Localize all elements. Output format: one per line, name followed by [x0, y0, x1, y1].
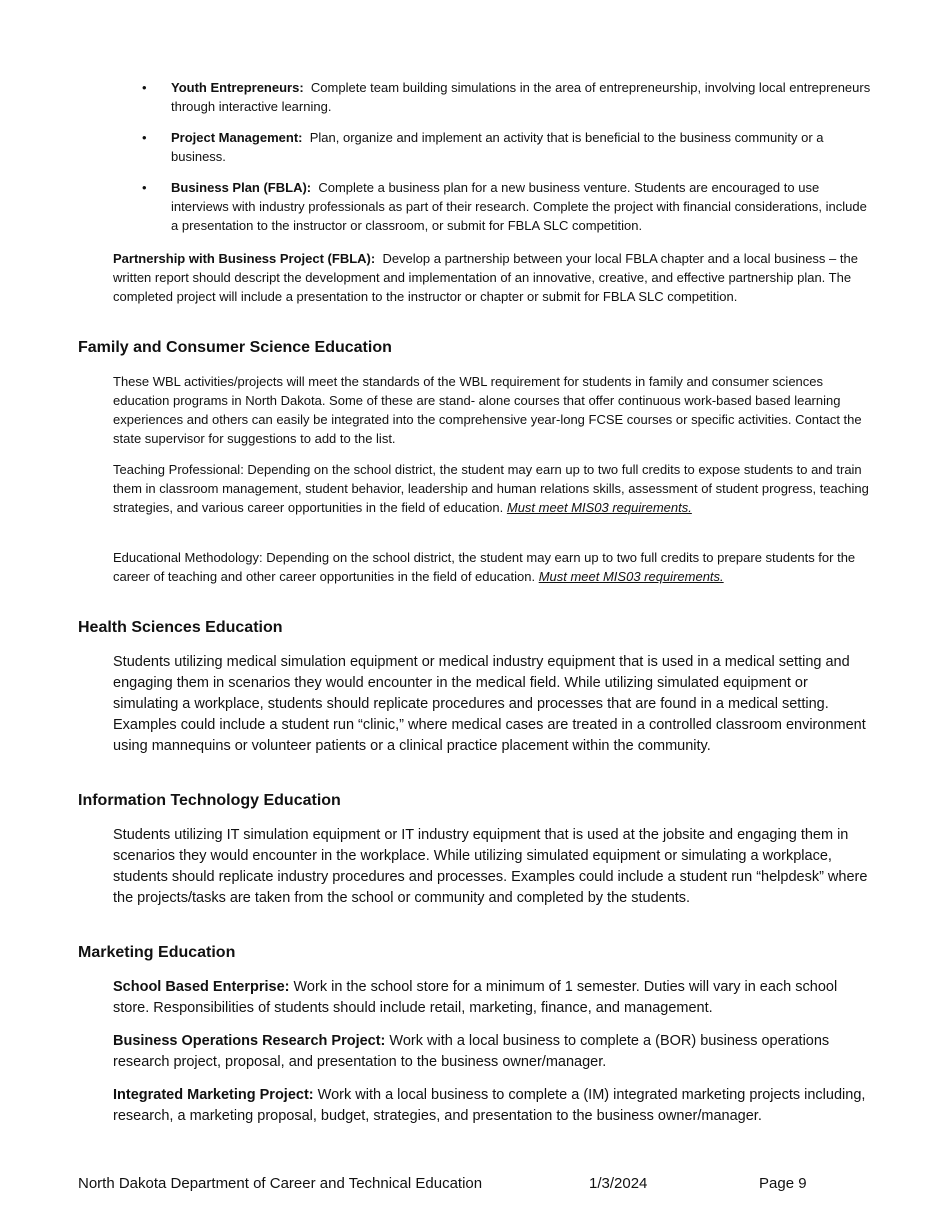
- it-paragraph: Students utilizing IT simulation equipment or IT industry equipment that is used at the jobsite and engaging them in scenarios they would encounter in the workplace. While utilizing simulated equipment or simulating a workplace, students should replicate industry procedures and processes. Examples could include a student run “helpdesk” where the projects/tasks are taken from the school or community and completed by the students.: [113, 827, 868, 906]
- item-title: Youth Entrepreneurs:: [171, 80, 304, 95]
- marketing-item-sbe: [113, 977, 875, 1019]
- item-text: Complete team building simulations in the area of entrepreneurship, involving local entrepreneurs through interactive learning.: [171, 80, 871, 114]
- item-text: Work in the school store for a minimum of 1 semester. Duties will vary in each school store. Responsibilities of students should include retail, marketing, finance, and management.: [113, 979, 838, 1016]
- partnership-paragraph: [113, 249, 875, 306]
- footer-date: 1/3/2024: [589, 1175, 648, 1192]
- bullet-icon: •: [142, 130, 147, 145]
- fcs-heading: Family and Consumer Science Education: [78, 339, 392, 356]
- item-text: Plan, organize and implement an activity that is beneficial to the business community or a business.: [171, 130, 824, 164]
- list-item: [140, 178, 875, 235]
- item-title: Project Management:: [171, 130, 303, 145]
- item-title: School Based Enterprise:: [113, 979, 290, 995]
- item-title: Business Plan (FBLA):: [171, 180, 312, 195]
- marketing-item-bor: [113, 1031, 875, 1073]
- teaching-professional-paragraph: [113, 460, 875, 517]
- list-item: [140, 128, 875, 166]
- item-text: Work with a local business to complete a (BOR) business operations research project, proposal, and presentation to the business owner/manager.: [113, 1033, 830, 1070]
- teaching-requirement: Must meet MIS03 requirements.: [506, 500, 692, 515]
- method-requirement: Must meet MIS03 requirements.: [538, 569, 724, 584]
- health-heading: Health Sciences Education: [78, 619, 283, 636]
- partnership-text: Develop a partnership between your local FBLA chapter and a local business – the written report should descript the development and implementation of an innovative, creative, and effective partnership plan. The completed project will include a presentation to the instructor or chapter or submit for FBLA SLC competition.: [113, 251, 858, 304]
- bullet-icon: •: [142, 80, 147, 95]
- bullet-icon: •: [142, 180, 147, 195]
- health-paragraph: Students utilizing medical simulation equipment or medical industry equipment that is used in a medical setting and engaging them in scenarios they would encounter in the medical field. While utilizing simulated equipment or simulating a workplace, students should replicate procedures and processes that are found in a medical setting. Examples could include a student run “clinic,” where medical cases are treated in a controlled classroom environment using mannequins or volunteer patients or a clinical practice placement within the community.: [113, 654, 866, 754]
- method-text: Educational Methodology: Depending on the school district, the student may earn up to two full credits to prepare students for the career of teaching and other career opportunities in the field of education.: [113, 550, 856, 584]
- it-heading: Information Technology Education: [78, 792, 341, 809]
- bullet-list: [140, 78, 875, 247]
- marketing-item-im: [113, 1085, 875, 1127]
- item-title: Business Operations Research Project:: [113, 1033, 386, 1049]
- item-text: Complete a business plan for a new business venture. Students are encouraged to use interviews with industry professionals as part of their research. Complete the project with financial considerations, include a presentation to the instructor or classroom, or submit for FBLA SLC competition.: [171, 180, 867, 233]
- footer-page-number: Page 9: [759, 1175, 807, 1192]
- teaching-text: Teaching Professional: Depending on the school district, the student may earn up to two full credits to expose students to and train them in classroom management, student behavior, leadership and human relations skills, assessment of student progress, teaching strategies, and various career opportunities in the field of education.: [113, 462, 869, 515]
- partnership-title: Partnership with Business Project (FBLA):: [113, 251, 376, 266]
- marketing-heading: Marketing Education: [78, 944, 236, 961]
- item-title: Integrated Marketing Project:: [113, 1087, 314, 1103]
- list-item: [140, 78, 875, 116]
- educational-methodology-paragraph: [113, 548, 875, 586]
- footer-organization: North Dakota Department of Career and Technical Education: [78, 1175, 483, 1192]
- fcs-intro: These WBL activities/projects will meet the standards of the WBL requirement for students in family and consumer sciences education programs in North Dakota. Some of these are stand- alone courses that offer continuous work-based based learning experiences and others can easily be integrated into the comprehensive year-long FCSE courses or specific activities. Contact the state supervisor for suggestions to add to the list.: [113, 374, 862, 446]
- item-text: Work with a local business to complete a (IM) integrated marketing projects including, research, a marketing proposal, budget, strategies, and presentation to the business owner/manager.: [113, 1087, 866, 1124]
